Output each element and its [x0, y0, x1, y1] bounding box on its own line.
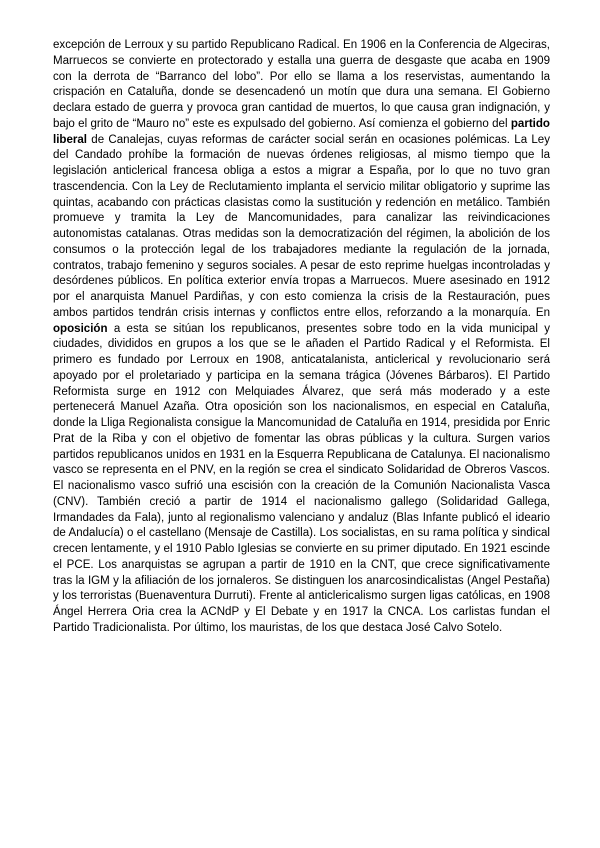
document-page: [53, 38, 550, 637]
paragraph-text: de Canalejas, cuyas reformas de carácter social serán en ocasiones polémicas. La Ley del Candado prohíbe la formación de nuevas órdenes religiosas, al mismo tiempo que la legislación anticlerical francesa obliga a estos a migrar a España, por lo que no tuvo gran trascendencia. Con la Ley de Reclutamiento implanta el servicio militar obligatorio y suprime las quintas, acabando con prácticas clasistas como la sustitución y redención en metálico. También promueve y tramita la Ley de Mancomunidades, para canalizar las reivindicaciones autonomistas catalanas. Otras medidas son la democratización del régimen, la abolición de los consumos o la protección legal de los trabajadores mediante la regulación de la jornada, contratos, trabajo femenino y seguros sociales. A pesar de esto reprime huelgas incontroladas y desórdenes públicos. En política exterior envía tropas a Marruecos. Muere asesinado en 1912 por el anarquista Manuel Pardiñas, y con esto comienza la crisis de la Restauración, pues ambos partidos tendrán crisis internas y conflictos entre ellos, reforzando a la monarquía. En: [53, 133, 550, 319]
paragraph-text: a esta se sitúan los republicanos, presentes sobre todo en la vida municipal y ciudades, divididos en grupos a los que se le añaden el Partido Radical y el Reformista. El primero es fundado por Lerroux en 1908, anticatalanista, anticlerical y revolucionario será apoyado por el proletariado y participa en la semana trágica (Jóvenes Bárbaros). El Partido Reformista surge en 1912 con Melquiades Álvarez, que será más moderado y a este pertenecerá Manuel Azaña. Otra oposición son los nacionalismos, en especial en Cataluña, donde la Lliga Regionalista consigue la Mancomunidad de Cataluña en 1914, presidida por Enric Prat de la Riba y con el objetivo de fomentar las obras públicas y la cultura. Surgen varios partidos republicanos unidos en 1931 en la Esquerra Republicana de Catalunya. El nacionalismo vasco se representa en el PNV, en la región se crea el sindicato Solidaridad de Obreros Vascos. El nacionalismo vasco sufrió una escisión con la creación de la Comunión Nacionalista Vasca (CNV). También creció a partir de 1914 el nacionalismo gallego (Solidaridad Gallega, Irmandades da Fala), junto al regionalismo valenciano y andaluz (Blas Infante publicó el ideario de Andalucía) o el castellano (Mensaje de Castilla). Los socialistas, en su rama política y sindical crecen lentamente, y el 1910 Pablo Iglesias se convierte en su primer diputado. En 1921 escinde el PCE. Los anarquistas se agrupan a partir de 1910 en la CNT, que crece significativamente tras la IGM y la afiliación de los jornaleros. Se distinguen los anarcosindicalistas (Angel Pestaña) y los terroristas (Buenaventura Durruti). Frente al anticlericalismo surgen ligas católicas, en 1908 Ángel Herrera Oria crea la ACNdP y El Debate y en 1917 la CNCA. Los carlistas fundan el Partido Tradicionalista. Por último, los mauristas, de los que destaca José Calvo Sotelo.: [53, 322, 550, 634]
body-paragraph: [53, 38, 550, 637]
bold-term-oposicion: oposición: [53, 322, 108, 335]
paragraph-text: excepción de Lerroux y su partido Republicano Radical. En 1906 en la Conferencia de Algeciras, Marruecos se convierte en protectorado y estalla una guerra de desgaste que acaba en 1909 con la derrota de “Barranco del lobo”. Por ello se llama a los reservistas, aumentando la crispación en Cataluña, donde se desencadenó un motín que dura una semana. El Gobierno declara estado de guerra y provoca gran cantidad de muertos, lo que causa gran indignación, y bajo el grito de “Mauro no” este es expulsado del gobierno. Así comienza el gobierno del: [53, 39, 550, 130]
bold-term-partido-liberal: partido liberal: [53, 117, 550, 146]
